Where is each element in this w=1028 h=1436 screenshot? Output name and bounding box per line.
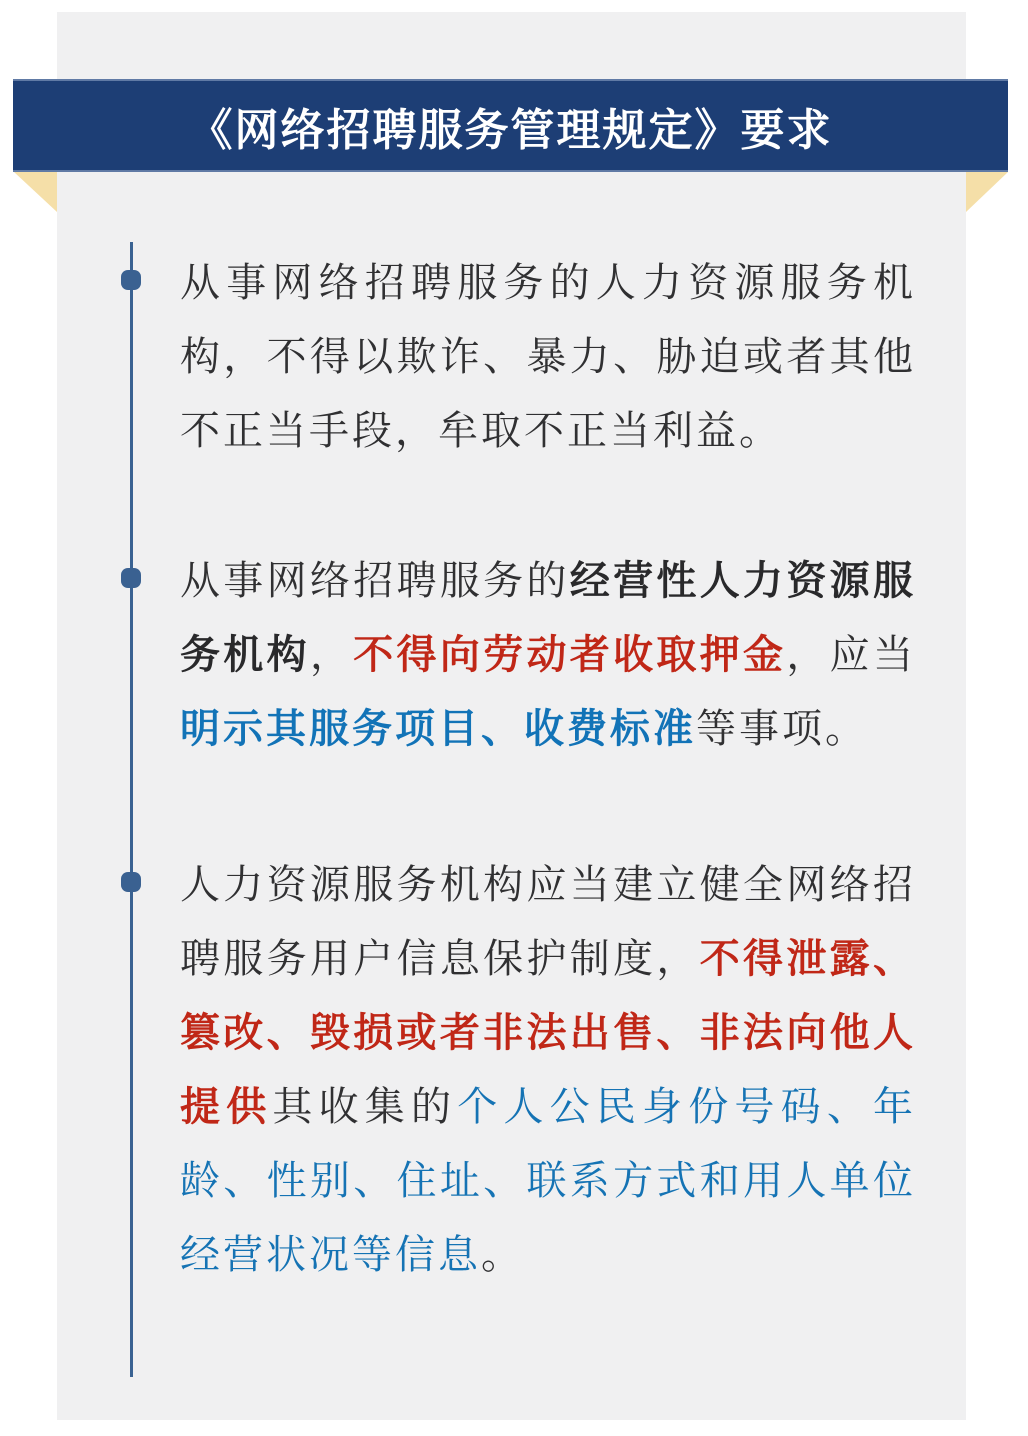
text-segment-regular: ，: [309, 633, 354, 677]
text-segment-blue-bold: 明示其服务项目、收费标准: [180, 707, 696, 751]
timeline-line: [130, 242, 133, 1377]
bullet-paragraph: [180, 246, 916, 468]
timeline-dot: [121, 568, 141, 588]
bullet-paragraph: [180, 544, 916, 766]
ribbon-fold-right: [966, 172, 1008, 212]
text-segment-red-bold: 不得向劳动者收取押金: [353, 633, 787, 677]
text-segment-regular: ，应当: [786, 633, 916, 677]
text-segment-bold: 经营性人力资源服务机构: [180, 559, 916, 677]
text-segment-regular: 人力资源服务机构应当建立健全网络招聘服务用户信息保护制度，: [180, 863, 916, 981]
text-segment-regular: 其收集的: [272, 1085, 458, 1129]
title-banner: [13, 79, 1008, 172]
text-segment-blue: 个人公民身份号码、年龄、性别、住址、联系方式和用人单位经营状况等信息: [180, 1085, 917, 1277]
page-title: 《网络招聘服务管理规定》要求: [188, 105, 833, 155]
bullet-paragraph: [180, 848, 916, 1292]
text-segment-regular: 从事网络招聘服务的人力资源服务机构，不得以欺诈、暴力、胁迫或者其他不正当手段，牟取不正当利益。: [180, 261, 916, 453]
text-segment-regular: 。: [481, 1233, 524, 1277]
text-segment-regular: 等事项。: [696, 707, 868, 751]
text-segment-regular: 从事网络招聘服务的: [180, 559, 570, 603]
text-segment-red-bold: 不得泄露、篡改、毁损或者非法出售、非法向他人提供: [180, 937, 916, 1129]
timeline-dot: [121, 872, 141, 892]
ribbon-fold-left: [14, 172, 57, 212]
timeline-dot: [121, 270, 141, 290]
